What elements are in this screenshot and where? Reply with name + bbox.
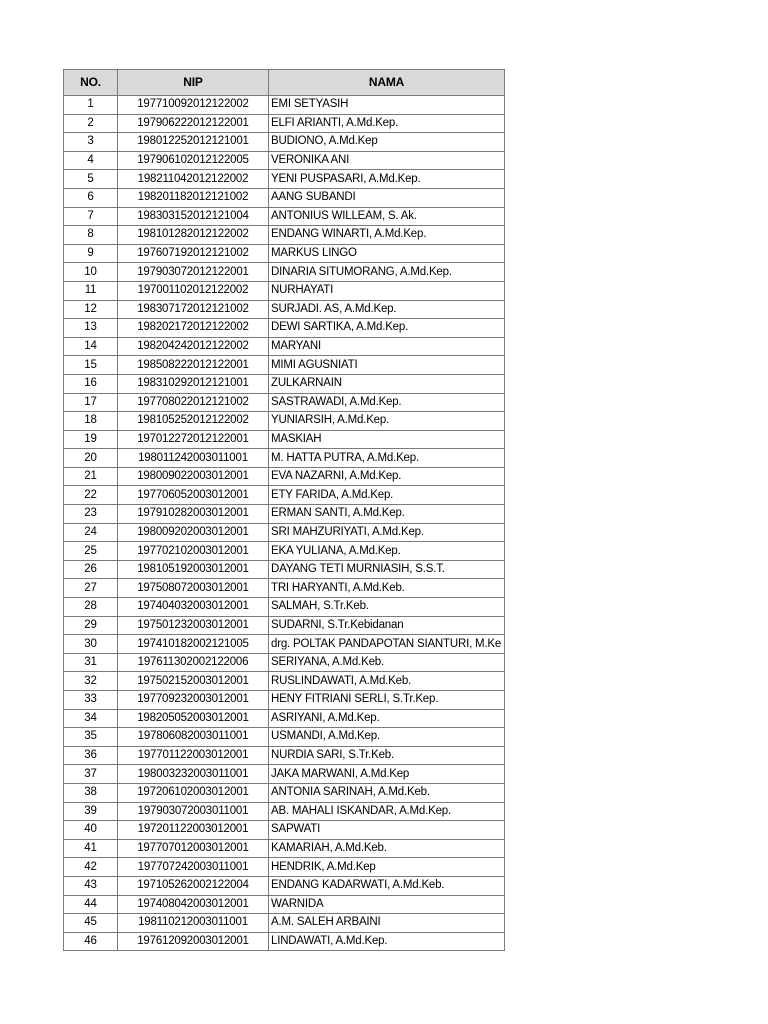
table-row bbox=[64, 821, 505, 840]
cell-nip: 197408042003012001 bbox=[118, 895, 269, 914]
table-row bbox=[64, 672, 505, 691]
cell-nama: JAKA MARWANI, A.Md.Kep bbox=[269, 765, 505, 784]
cell-no: 28 bbox=[64, 598, 118, 617]
cell-nip: 197410182002121005 bbox=[118, 635, 269, 654]
cell-no: 38 bbox=[64, 783, 118, 802]
cell-nip: 198101282012122002 bbox=[118, 226, 269, 245]
table-row bbox=[64, 914, 505, 933]
cell-no: 1 bbox=[64, 96, 118, 115]
cell-nama: HENY FITRIANI SERLI, S.Tr.Kep. bbox=[269, 691, 505, 710]
cell-no: 6 bbox=[64, 188, 118, 207]
cell-no: 5 bbox=[64, 170, 118, 189]
table-row bbox=[64, 263, 505, 282]
table-row bbox=[64, 226, 505, 245]
table-body bbox=[64, 96, 505, 951]
cell-nip: 198003232003011001 bbox=[118, 765, 269, 784]
cell-nama: NURDIA SARI, S.Tr.Keb. bbox=[269, 746, 505, 765]
cell-no: 39 bbox=[64, 802, 118, 821]
cell-no: 41 bbox=[64, 839, 118, 858]
cell-no: 42 bbox=[64, 858, 118, 877]
cell-nama: ZULKARNAIN bbox=[269, 374, 505, 393]
cell-nip: 197706052003012001 bbox=[118, 486, 269, 505]
cell-no: 9 bbox=[64, 244, 118, 263]
cell-nip: 198105192003012001 bbox=[118, 560, 269, 579]
cell-nama: A.M. SALEH ARBAINI bbox=[269, 914, 505, 933]
cell-nama: YENI PUSPASARI, A.Md.Kep. bbox=[269, 170, 505, 189]
table-header-row bbox=[64, 70, 505, 96]
cell-no: 37 bbox=[64, 765, 118, 784]
cell-no: 24 bbox=[64, 523, 118, 542]
cell-nip: 198204242012122002 bbox=[118, 337, 269, 356]
cell-nama: ETY FARIDA, A.Md.Kep. bbox=[269, 486, 505, 505]
column-header-nip: NIP bbox=[118, 70, 269, 96]
cell-no: 20 bbox=[64, 449, 118, 468]
cell-nama: TRI HARYANTI, A.Md.Keb. bbox=[269, 579, 505, 598]
table-row bbox=[64, 505, 505, 524]
table-row bbox=[64, 356, 505, 375]
cell-nip: 197508072003012001 bbox=[118, 579, 269, 598]
cell-no: 3 bbox=[64, 133, 118, 152]
table-row bbox=[64, 300, 505, 319]
cell-no: 43 bbox=[64, 876, 118, 895]
table-row bbox=[64, 374, 505, 393]
cell-nip: 198307172012121002 bbox=[118, 300, 269, 319]
table-row bbox=[64, 393, 505, 412]
cell-no: 45 bbox=[64, 914, 118, 933]
cell-nip: 198205052003012001 bbox=[118, 709, 269, 728]
cell-nama: EVA NAZARNI, A.Md.Kep. bbox=[269, 467, 505, 486]
cell-nama: HENDRIK, A.Md.Kep bbox=[269, 858, 505, 877]
cell-nip: 197612092003012001 bbox=[118, 932, 269, 951]
cell-no: 30 bbox=[64, 635, 118, 654]
cell-nama: KAMARIAH, A.Md.Keb. bbox=[269, 839, 505, 858]
cell-nip: 197906222012122001 bbox=[118, 114, 269, 133]
table-row bbox=[64, 170, 505, 189]
cell-no: 26 bbox=[64, 560, 118, 579]
cell-nip: 197702102003012001 bbox=[118, 542, 269, 561]
table-row bbox=[64, 691, 505, 710]
table-row bbox=[64, 895, 505, 914]
cell-nama: USMANDI, A.Md.Kep. bbox=[269, 728, 505, 747]
cell-no: 13 bbox=[64, 319, 118, 338]
table-row bbox=[64, 598, 505, 617]
cell-nip: 197012272012122001 bbox=[118, 430, 269, 449]
table-row bbox=[64, 133, 505, 152]
cell-no: 36 bbox=[64, 746, 118, 765]
cell-nip: 198012252012121001 bbox=[118, 133, 269, 152]
table-row bbox=[64, 96, 505, 115]
table-row bbox=[64, 281, 505, 300]
cell-nama: DAYANG TETI MURNIASIH, S.S.T. bbox=[269, 560, 505, 579]
cell-no: 18 bbox=[64, 412, 118, 431]
cell-no: 15 bbox=[64, 356, 118, 375]
cell-nama: MASKIAH bbox=[269, 430, 505, 449]
table-row bbox=[64, 188, 505, 207]
cell-nip: 197910282003012001 bbox=[118, 505, 269, 524]
column-header-no: NO. bbox=[64, 70, 118, 96]
cell-nip: 197001102012122002 bbox=[118, 281, 269, 300]
table-row bbox=[64, 114, 505, 133]
cell-nip: 197701122003012001 bbox=[118, 746, 269, 765]
table-row bbox=[64, 412, 505, 431]
cell-nama: drg. POLTAK PANDAPOTAN SIANTURI, M.Ke bbox=[269, 635, 505, 654]
cell-no: 32 bbox=[64, 672, 118, 691]
cell-nama: EKA YULIANA, A.Md.Kep. bbox=[269, 542, 505, 561]
cell-no: 10 bbox=[64, 263, 118, 282]
cell-nama: VERONIKA ANI bbox=[269, 151, 505, 170]
cell-no: 34 bbox=[64, 709, 118, 728]
cell-no: 33 bbox=[64, 691, 118, 710]
table-row bbox=[64, 151, 505, 170]
table-row bbox=[64, 653, 505, 672]
cell-no: 19 bbox=[64, 430, 118, 449]
table-row bbox=[64, 337, 505, 356]
cell-nip: 198011242003011001 bbox=[118, 449, 269, 468]
table-row bbox=[64, 244, 505, 263]
cell-no: 7 bbox=[64, 207, 118, 226]
cell-nip: 198202172012122002 bbox=[118, 319, 269, 338]
cell-nip: 198201182012121002 bbox=[118, 188, 269, 207]
cell-no: 35 bbox=[64, 728, 118, 747]
employee-table-container bbox=[63, 69, 505, 951]
cell-nama: SUDARNI, S.Tr.Kebidanan bbox=[269, 616, 505, 635]
cell-nip: 198508222012122001 bbox=[118, 356, 269, 375]
cell-nama: SRI MAHZURIYATI, A.Md.Kep. bbox=[269, 523, 505, 542]
table-row bbox=[64, 560, 505, 579]
cell-nip: 197502152003012001 bbox=[118, 672, 269, 691]
table-row bbox=[64, 839, 505, 858]
cell-no: 46 bbox=[64, 932, 118, 951]
cell-nama: M. HATTA PUTRA, A.Md.Kep. bbox=[269, 449, 505, 468]
cell-nip: 197903072003011001 bbox=[118, 802, 269, 821]
cell-nama: DINARIA SITUMORANG, A.Md.Kep. bbox=[269, 263, 505, 282]
table-row bbox=[64, 858, 505, 877]
cell-nip: 197708022012121002 bbox=[118, 393, 269, 412]
cell-nama: ASRIYANI, A.Md.Kep. bbox=[269, 709, 505, 728]
table-row bbox=[64, 802, 505, 821]
table-row bbox=[64, 319, 505, 338]
cell-nama: LINDAWATI, A.Md.Kep. bbox=[269, 932, 505, 951]
cell-nama: MARYANI bbox=[269, 337, 505, 356]
cell-nama: ANTONIA SARINAH, A.Md.Keb. bbox=[269, 783, 505, 802]
cell-no: 23 bbox=[64, 505, 118, 524]
cell-nama: MARKUS LINGO bbox=[269, 244, 505, 263]
cell-nama: MIMI AGUSNIATI bbox=[269, 356, 505, 375]
cell-no: 8 bbox=[64, 226, 118, 245]
table-row bbox=[64, 207, 505, 226]
cell-nip: 197206102003012001 bbox=[118, 783, 269, 802]
cell-no: 22 bbox=[64, 486, 118, 505]
cell-nama: NURHAYATI bbox=[269, 281, 505, 300]
table-row bbox=[64, 579, 505, 598]
employee-table bbox=[63, 69, 505, 951]
cell-nip: 198009022003012001 bbox=[118, 467, 269, 486]
table-row bbox=[64, 523, 505, 542]
cell-no: 21 bbox=[64, 467, 118, 486]
cell-nama: ANTONIUS WILLEAM, S. Ak. bbox=[269, 207, 505, 226]
cell-nip: 197105262002122004 bbox=[118, 876, 269, 895]
cell-nama: SASTRAWADI, A.Md.Kep. bbox=[269, 393, 505, 412]
cell-nip: 198110212003011001 bbox=[118, 914, 269, 933]
cell-nama: ERMAN SANTI, A.Md.Kep. bbox=[269, 505, 505, 524]
cell-nip: 198310292012121001 bbox=[118, 374, 269, 393]
cell-nip: 197903072012122001 bbox=[118, 263, 269, 282]
table-row bbox=[64, 467, 505, 486]
table-row bbox=[64, 765, 505, 784]
cell-nip: 197611302002122006 bbox=[118, 653, 269, 672]
table-row bbox=[64, 542, 505, 561]
table-row bbox=[64, 430, 505, 449]
cell-nama: AANG SUBANDI bbox=[269, 188, 505, 207]
table-row bbox=[64, 486, 505, 505]
cell-no: 12 bbox=[64, 300, 118, 319]
cell-no: 14 bbox=[64, 337, 118, 356]
cell-no: 11 bbox=[64, 281, 118, 300]
cell-nip: 198105252012122002 bbox=[118, 412, 269, 431]
cell-nip: 197906102012122005 bbox=[118, 151, 269, 170]
cell-no: 4 bbox=[64, 151, 118, 170]
cell-nip: 197709232003012001 bbox=[118, 691, 269, 710]
cell-nama: SURJADI. AS, A.Md.Kep. bbox=[269, 300, 505, 319]
cell-no: 40 bbox=[64, 821, 118, 840]
table-row bbox=[64, 449, 505, 468]
cell-nama: SERIYANA, A.Md.Keb. bbox=[269, 653, 505, 672]
table-row bbox=[64, 635, 505, 654]
cell-no: 27 bbox=[64, 579, 118, 598]
cell-nip: 197607192012121002 bbox=[118, 244, 269, 263]
cell-no: 16 bbox=[64, 374, 118, 393]
cell-nip: 197501232003012001 bbox=[118, 616, 269, 635]
cell-nama: SALMAH, S.Tr.Keb. bbox=[269, 598, 505, 617]
cell-nama: DEWI SARTIKA, A.Md.Kep. bbox=[269, 319, 505, 338]
table-row bbox=[64, 728, 505, 747]
cell-nip: 197404032003012001 bbox=[118, 598, 269, 617]
cell-no: 25 bbox=[64, 542, 118, 561]
cell-no: 31 bbox=[64, 653, 118, 672]
cell-no: 44 bbox=[64, 895, 118, 914]
cell-nip: 198009202003012001 bbox=[118, 523, 269, 542]
cell-nama: SAPWATI bbox=[269, 821, 505, 840]
table-row bbox=[64, 616, 505, 635]
table-row bbox=[64, 783, 505, 802]
cell-nama: RUSLINDAWATI, A.Md.Keb. bbox=[269, 672, 505, 691]
cell-nip: 198211042012122002 bbox=[118, 170, 269, 189]
cell-no: 29 bbox=[64, 616, 118, 635]
cell-nip: 197201122003012001 bbox=[118, 821, 269, 840]
cell-nama: ENDANG KADARWATI, A.Md.Keb. bbox=[269, 876, 505, 895]
cell-no: 2 bbox=[64, 114, 118, 133]
cell-nip: 197707242003011001 bbox=[118, 858, 269, 877]
cell-nama: EMI SETYASIH bbox=[269, 96, 505, 115]
cell-nip: 197806082003011001 bbox=[118, 728, 269, 747]
cell-nip: 198303152012121004 bbox=[118, 207, 269, 226]
table-row bbox=[64, 932, 505, 951]
column-header-nama: NAMA bbox=[269, 70, 505, 96]
cell-no: 17 bbox=[64, 393, 118, 412]
cell-nama: AB. MAHALI ISKANDAR, A.Md.Kep. bbox=[269, 802, 505, 821]
cell-nip: 197710092012122002 bbox=[118, 96, 269, 115]
cell-nama: ENDANG WINARTI, A.Md.Kep. bbox=[269, 226, 505, 245]
cell-nama: WARNIDA bbox=[269, 895, 505, 914]
cell-nama: ELFI ARIANTI, A.Md.Kep. bbox=[269, 114, 505, 133]
cell-nama: YUNIARSIH, A.Md.Kep. bbox=[269, 412, 505, 431]
cell-nip: 197707012003012001 bbox=[118, 839, 269, 858]
cell-nama: BUDIONO, A.Md.Kep bbox=[269, 133, 505, 152]
table-row bbox=[64, 876, 505, 895]
table-row bbox=[64, 709, 505, 728]
table-row bbox=[64, 746, 505, 765]
